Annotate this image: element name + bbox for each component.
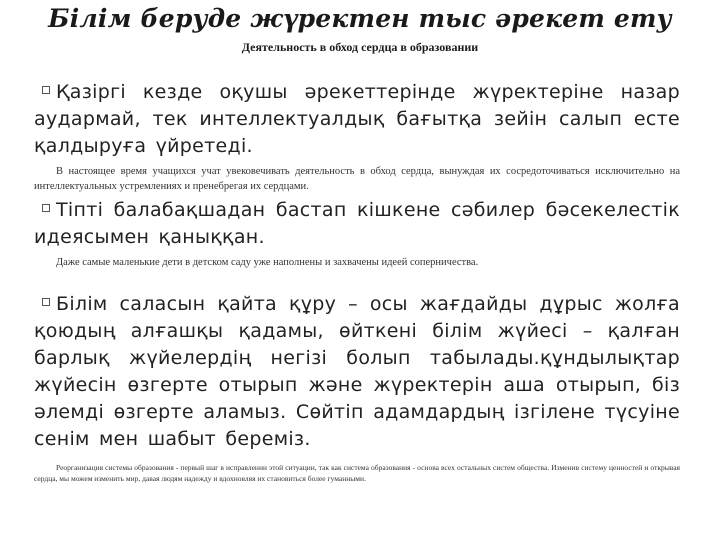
- paragraph-kazakh-3: Білім саласын қайта құру – осы жағдайды дұрыс жолға қоюдың алғашқы қадамы, өйткені білім жүйесі – қалған барлық жүйелердің негізі болып табылады.құндылықтар жүйесін өзгерте отырып және жүректерін аша отырып, біз әлемді өзгерте аламыз. Сөйтіп адамдардың ізгілене түсуіне сенім мен шабыт береміз.: [34, 293, 680, 450]
- slide-subtitle: Деятельность в обход сердца в образовании: [241, 40, 479, 54]
- paragraph-russian-3: Реорганизация системы образования - первый шаг в исправлении этой ситуации, так как система образования - основа всех остальных систем общества. Изменив систему ценностей и открывая сердца, мы можем изменить мир, давая людям надежду и вдохновляя их становиться более гуманными.: [34, 463, 680, 483]
- paragraph-russian-2: Даже самые маленькие дети в детском саду уже наполнены и захвачены идеей соперничества.: [56, 257, 479, 268]
- paragraph-russian-1: В настоящее время учащихся учат увековечивать деятельность в обход сердца, вынуждая их сосредоточиваться исключительно на интеллектуальных устремлениях и пренебрегая их сердцами.: [34, 166, 680, 192]
- slide-title: Білім беруде жүректен тыс әрекет ету: [48, 4, 672, 33]
- paragraph-kazakh-2: Тіпті балабақшадан бастап кішкене сәбилер бәсекелестік идеясымен қаныққан.: [34, 199, 680, 248]
- paragraph-kazakh-1: Қазіргі кезде оқушы әрекеттерінде жүректеріне назар аудармай, тек интеллектуалдық бағытқа зейін салып есте қалдыруға үйретеді.: [34, 81, 680, 157]
